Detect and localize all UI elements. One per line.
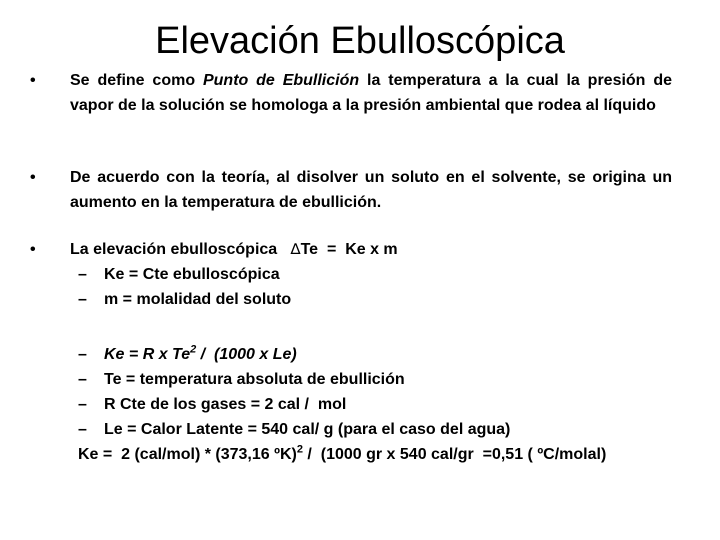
bullet-text-elevation-formula: [70, 237, 672, 262]
dash-marker: –: [78, 266, 87, 283]
bullet-marker-3: •: [30, 241, 36, 258]
ke-formula-prefix: Ke = R x Te: [104, 346, 191, 363]
ke-computation-part1: Ke = 2 (cal/mol) * (373,16 ºK): [78, 446, 297, 463]
sub-item-text: R Cte de los gases = 2 cal / mol: [104, 396, 347, 413]
sub-item-molality: [78, 287, 291, 312]
sub-item-text: Te = temperatura absoluta de ebullición: [104, 371, 405, 388]
ke-formula-suffix: / (1000 x Le): [196, 346, 297, 363]
delta-symbol: ∆: [290, 240, 301, 258]
dash-marker: –: [78, 346, 87, 363]
sub-item-ke-formula: [78, 342, 297, 367]
ke-computation-exponent: 2: [296, 443, 303, 456]
slide-title: Elevación Ebulloscópica: [155, 20, 565, 62]
bullet-1-text-before: Se define como: [70, 72, 203, 89]
bullet-1-italic-term: Punto de Ebullición: [202, 72, 360, 89]
dash-marker: –: [78, 371, 87, 388]
sub-item-text: m = molalidad del soluto: [104, 291, 292, 308]
bullet-text-theory: De acuerdo con la teoría, al disolver un soluto en el solvente, se origina un aumento en la temperatura de ebullición.: [70, 169, 672, 211]
sub-item-gas-constant: [78, 392, 346, 417]
bullet-3-text-before: La elevación ebulloscópica: [70, 241, 291, 258]
bullet-marker-1: •: [30, 72, 36, 89]
dash-marker: –: [78, 396, 87, 413]
ke-computation-line: [78, 442, 606, 467]
bullet-text-boiling-point: [70, 68, 672, 118]
sub-item-latent-heat: [78, 417, 510, 442]
sub-item-te-temperature: [78, 367, 405, 392]
sub-item-text: Le = Calor Latente = 540 cal/ g (para el caso del agua): [104, 421, 511, 438]
bullet-1-text-after: la temperatura a la cual la presión de vapor de la solución se homologa a la presión ambiental que rodea al líquido: [70, 72, 672, 114]
ke-computation-part2: / (1000 gr x 540 cal/gr =0,51 ( ºC/molal): [302, 446, 607, 463]
sub-item-text: Ke = Cte ebulloscópica: [104, 266, 280, 283]
bullet-marker-2: •: [30, 169, 36, 186]
ke-formula-exponent: 2: [190, 343, 197, 356]
sub-item-ke-constant: [78, 262, 280, 287]
dash-marker: –: [78, 421, 87, 438]
dash-marker: –: [78, 291, 87, 308]
bullet-3-text-after: Te = Ke x m: [300, 241, 398, 258]
